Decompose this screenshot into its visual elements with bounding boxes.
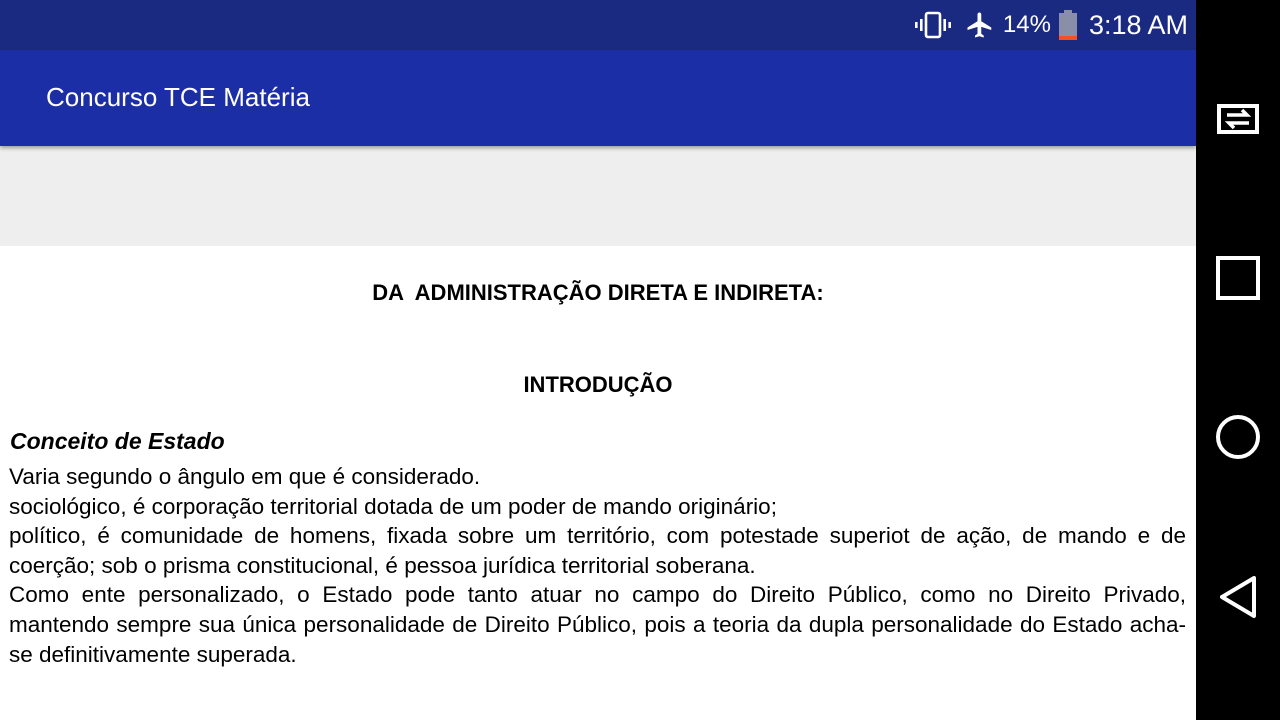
status-bar bbox=[0, 0, 1196, 50]
section-title: Conceito de Estado bbox=[10, 428, 225, 454]
paragraph: Como ente personalizado, o Estado pode tanto atuar no campo do Direito Público, como no Direito Privado, mantendo sempre sua única personalidade de Direito Público, pois a teoria da dupla personalidade do Estado acha-se definitivamente superada. bbox=[9, 582, 1186, 667]
home-icon bbox=[1215, 414, 1261, 465]
clock: 3:18 AM bbox=[1088, 9, 1188, 40]
app-bar bbox=[0, 50, 1196, 146]
switch-app-button[interactable] bbox=[1196, 75, 1280, 165]
back-icon bbox=[1216, 574, 1260, 625]
paragraph: político, é comunidade de homens, fixada sobre um território, com potestade superiot de ação, de mando e de coerção; sob o prisma constitucional, é pessoa jurídica territorial soberana. bbox=[9, 523, 1186, 578]
switch-app-icon bbox=[1211, 98, 1265, 143]
back-button[interactable] bbox=[1196, 554, 1280, 644]
document-body bbox=[9, 462, 1186, 669]
document-subheading: INTRODUÇÃO bbox=[523, 372, 673, 397]
recents-icon bbox=[1216, 256, 1260, 305]
navigation-bar bbox=[1196, 0, 1280, 720]
battery-icon bbox=[1059, 10, 1077, 40]
battery-percent: 14% bbox=[1002, 11, 1051, 38]
paragraph: Varia segundo o ângulo em que é considerado. bbox=[9, 464, 481, 489]
home-button[interactable] bbox=[1196, 394, 1280, 484]
document-top-margin bbox=[0, 146, 1196, 246]
airplane-mode-icon bbox=[965, 10, 995, 40]
recents-button[interactable] bbox=[1196, 235, 1280, 325]
document-heading: DA ADMINISTRAÇÃO DIRETA E INDIRETA: bbox=[372, 280, 824, 305]
document-page[interactable] bbox=[0, 246, 1196, 720]
paragraph: sociológico, é corporação territorial dotada de um poder de mando originário; bbox=[9, 493, 777, 519]
vibrate-icon bbox=[915, 11, 951, 39]
app-title: Concurso TCE Matéria bbox=[46, 82, 310, 112]
